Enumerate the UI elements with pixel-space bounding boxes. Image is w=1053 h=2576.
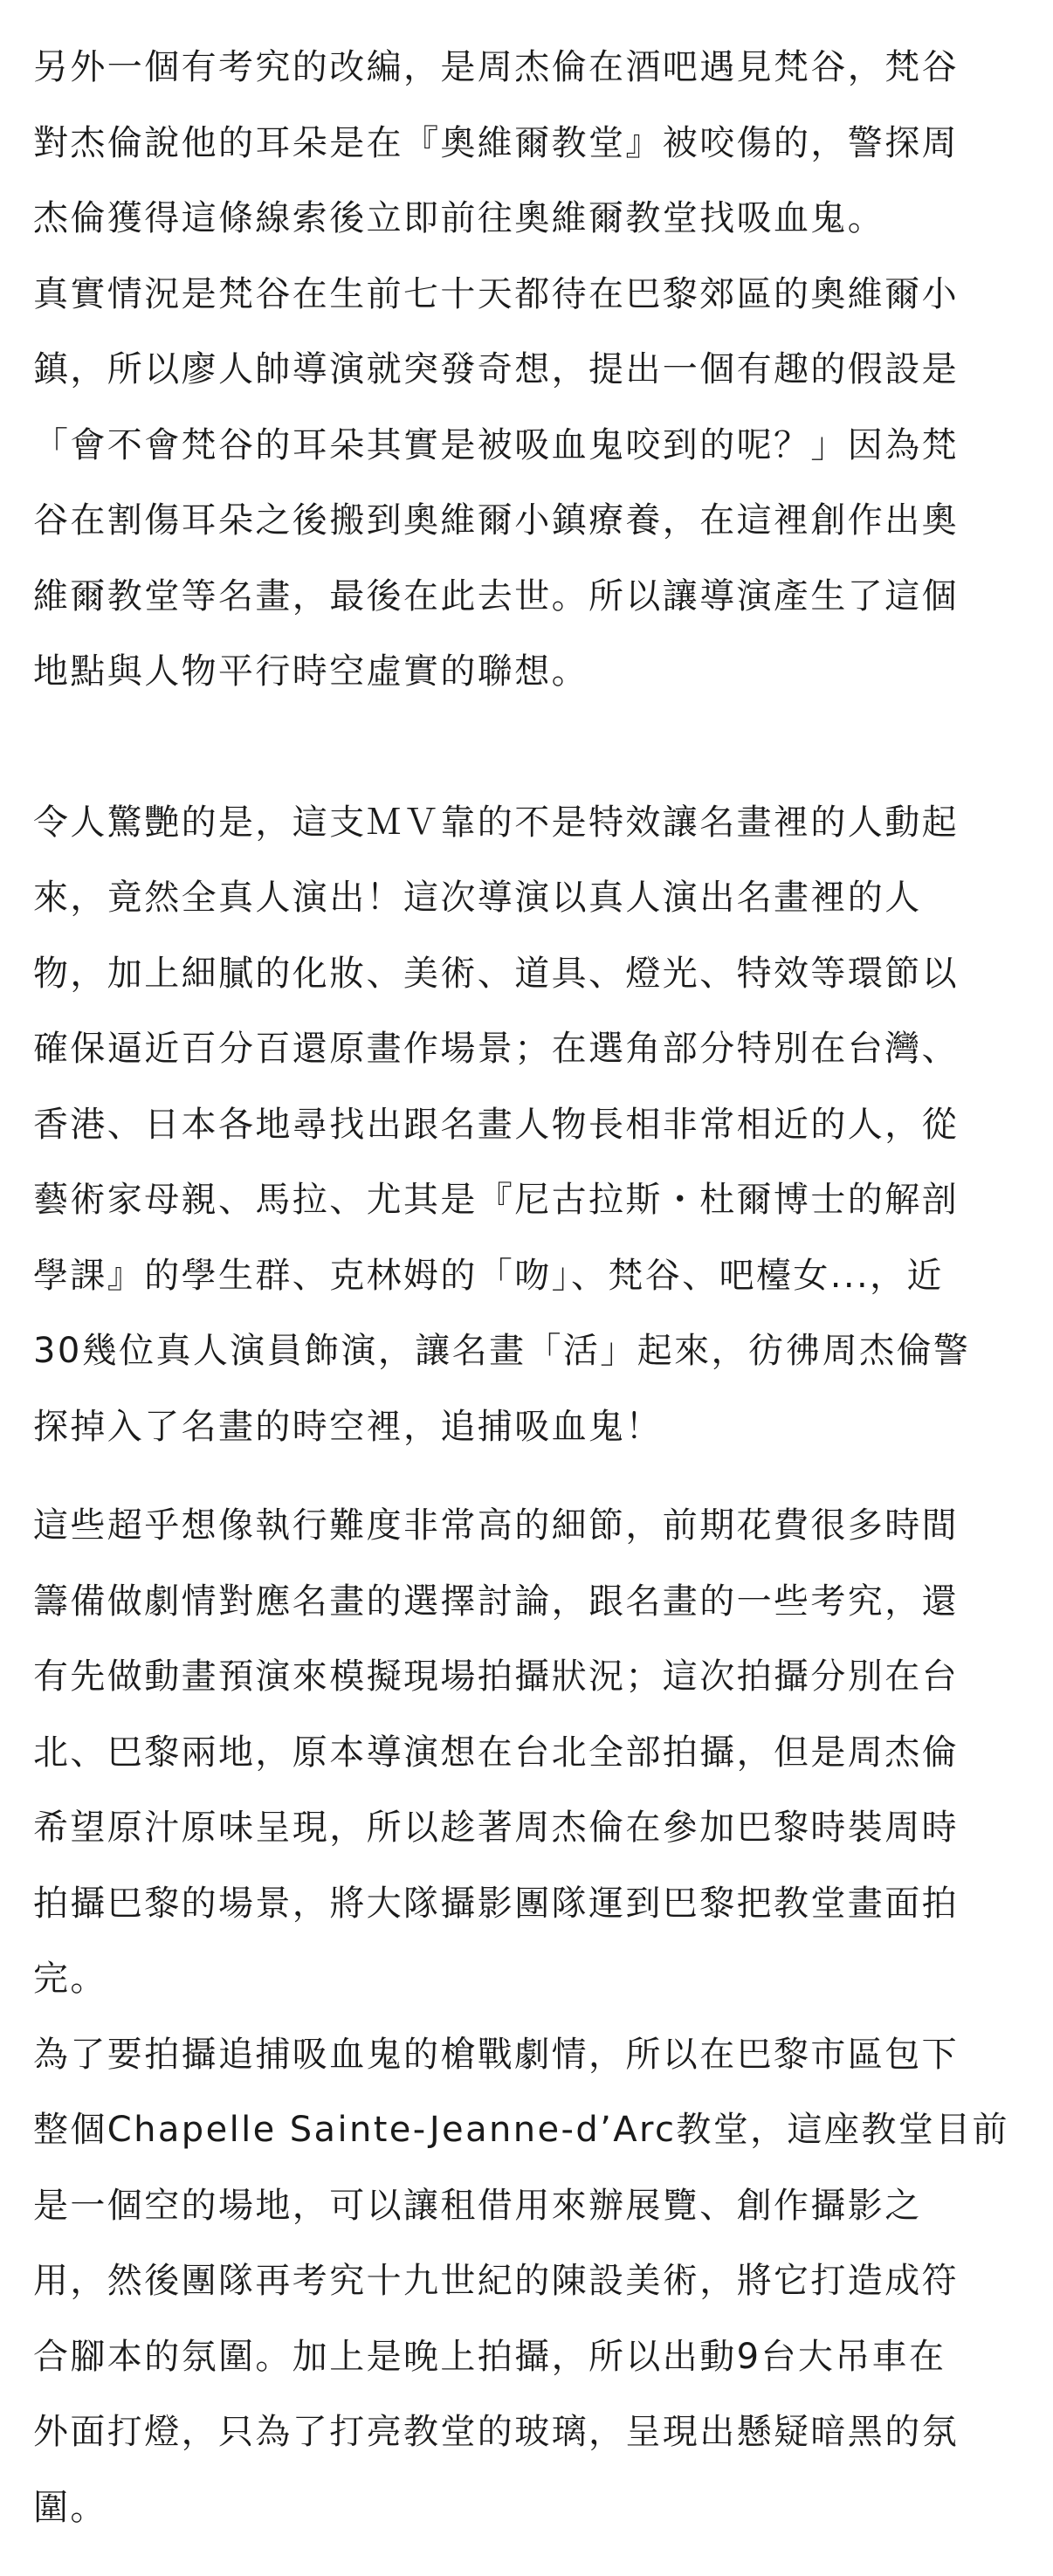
paragraph-spacer: [33, 710, 1022, 785]
paragraph-auvers-background: 真實情況是梵谷在生前七十天都待在巴黎郊區的奧維爾小 鎮，所以廖人帥導演就突發奇想，提出一個有趣的假設是 「會不會梵谷的耳朵其實是被吸血鬼咬到的呢？」因為梵 谷在割傷耳朵之後搬到奧維爾小鎮療養，在這裡創作出奧 維爾教堂等名畫，最後在此去世。所以讓導演產生了這個 地點與人物平行時空虛實的聯想。: [33, 273, 959, 692]
paragraph-live-actors: 令人驚艷的是，這支ＭＶ靠的不是特效讓名畫裡的人動起 來，竟然全真人演出！這次導演以真人演出名畫裡的人 物，加上細膩的化妝、美術、道具、燈光、特效等環節以 確保逼近百分百還原畫作場景；在選角部分特別在台灣、 香港、日本各地尋找出跟名畫人物長相非常相近的人，從 藝術家母親、馬拉、尤其是『尼古拉斯・杜爾博士的解剖 學課』的學生群、克林姆的「吻」、梵谷、吧檯女...，近 30幾位真人演員飾演，讓名畫「活」起來，彷彿周杰倫警 探掉入了名畫的時空裡，追捕吸血鬼！: [33, 802, 971, 1447]
paragraph-van-gogh-bar-scene: 另外一個有考究的改編，是周杰倫在酒吧遇見梵谷，梵谷 對杰倫說他的耳朵是在『奧維爾教堂』被咬傷的，警探周 杰倫獲得這條線索後立即前往奧維爾教堂找吸血鬼。: [33, 47, 959, 238]
article-body: [33, 30, 1022, 2545]
paragraph-production-details: 這些超乎想像執行難度非常高的細節，前期花費很多時間 籌備做劇情對應名畫的選擇討論，跟名畫的一些考究，還 有先做動畫預演來模擬現場拍攝狀況；這次拍攝分別在台 北、巴黎兩地，原本導演想在台北全部拍攝，但是周杰倫 希望原汁原味呈現，所以趁著周杰倫在參加巴黎時裝周時 拍攝巴黎的場景，將大隊攝影團隊運到巴黎把教堂畫面拍 完。: [33, 1505, 959, 1999]
paragraph-spacer: [33, 1464, 1022, 1488]
paragraph-paris-chapel: 為了要拍攝追捕吸血鬼的槍戰劇情，所以在巴黎市區包下 整個Chapelle Sainte-Jeanne-d’Arc教堂，這座教堂目前 是一個空的場地，可以讓租借用來辦展覽、創作攝影之 用，然後團隊再考究十九世紀的陳設美術，將它打造成符 合腳本的氛圍。加上是晚上拍攝，所以出動9台大吊車在 外面打燈，只為了打亮教堂的玻璃，呈現出懸疑暗黑的氛 圍。: [33, 2034, 1009, 2528]
